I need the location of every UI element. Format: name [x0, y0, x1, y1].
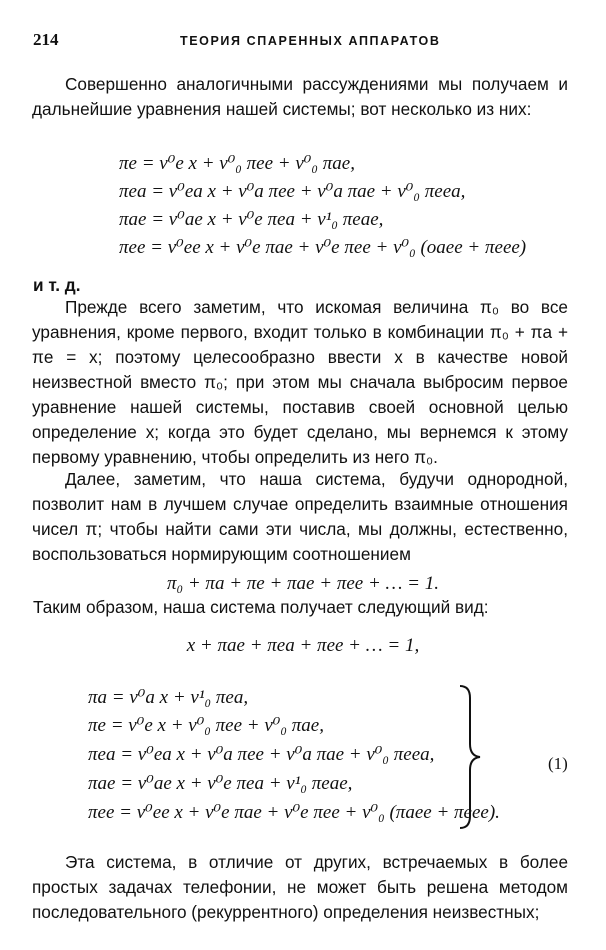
system-a-eq-4: πee = v⁰ee x + v⁰e πae + v⁰e πee + v⁰₀ (oaee + πeee): [119, 237, 527, 258]
page-number: 214: [33, 30, 59, 49]
normalization-equation-2: x + πae + πea + πee + … = 1,: [186, 635, 420, 656]
system-b-eq-1: πa = v⁰a x + v¹₀ πea,: [88, 687, 249, 708]
running-head: ТЕОРИЯ СПАРЕННЫХ АППАРАТОВ: [180, 34, 441, 48]
system-a-eq-3: πae = v⁰ae x + v⁰e πea + v¹₀ πeae,: [119, 209, 384, 230]
system-b-eq-5: πee = v⁰ee x + v⁰e πae + v⁰e πee + v⁰₀ (πaee + πeee).: [88, 802, 500, 823]
system-b-eq-2: πe = v⁰e x + v⁰₀ πee + v⁰₀ πae,: [88, 715, 324, 736]
paragraph-4: Таким образом, наша система получает следующий вид:: [33, 597, 489, 617]
paragraph-3: Далее, заметим, что наша система, будучи однородной, позволит нам в лучшем случае определить взаимные отношения чисел π; чтобы найти сами эти числа, мы должны, естественно, воспользоваться нормирующим соотношением: [32, 469, 568, 564]
equation-number: (1): [548, 754, 568, 773]
system-b-eq-3: πea = v⁰ea x + v⁰a πee + v⁰a πae + v⁰₀ πeea,: [88, 744, 435, 765]
system-a-eq-2: πea = v⁰ea x + v⁰a πee + v⁰a πae + v⁰₀ πeea,: [119, 181, 466, 202]
normalization-equation: π₀ + πa + πe + πae + πee + … = 1.: [166, 573, 439, 594]
paragraph-5: Эта система, в отличие от других, встречаемых в более простых задачах телефонии, не может быть решена методом последовательного (рекуррентного) определения неизвестных;: [32, 852, 568, 922]
right-brace: [458, 684, 484, 830]
intro-paragraph: Совершенно аналогичными рассуждениями мы получаем и дальнейшие уравнения нашей системы; вот несколько из них:: [32, 74, 568, 119]
system-b-eq-4: πae = v⁰ae x + v⁰e πea + v¹₀ πeae,: [88, 773, 353, 794]
paragraph-2: Прежде всего заметим, что искомая величина π₀ во все уравнения, кроме первого, входит только в комбинации π₀ + πa + πe = x; поэтому целесообразно ввести x в качестве новой неизвестной вместо π₀; при этом мы сначала выбросим первое уравнение нашей системы, поставив своей основной целью определение x; когда это будет сделано, мы вернемся к этому первому уравнению, чтобы определить из него π₀.: [32, 297, 568, 467]
system-a-eq-1: πe = v⁰e x + v⁰₀ πee + v⁰₀ πae,: [119, 153, 355, 174]
etc-text: и т. д.: [33, 275, 81, 295]
